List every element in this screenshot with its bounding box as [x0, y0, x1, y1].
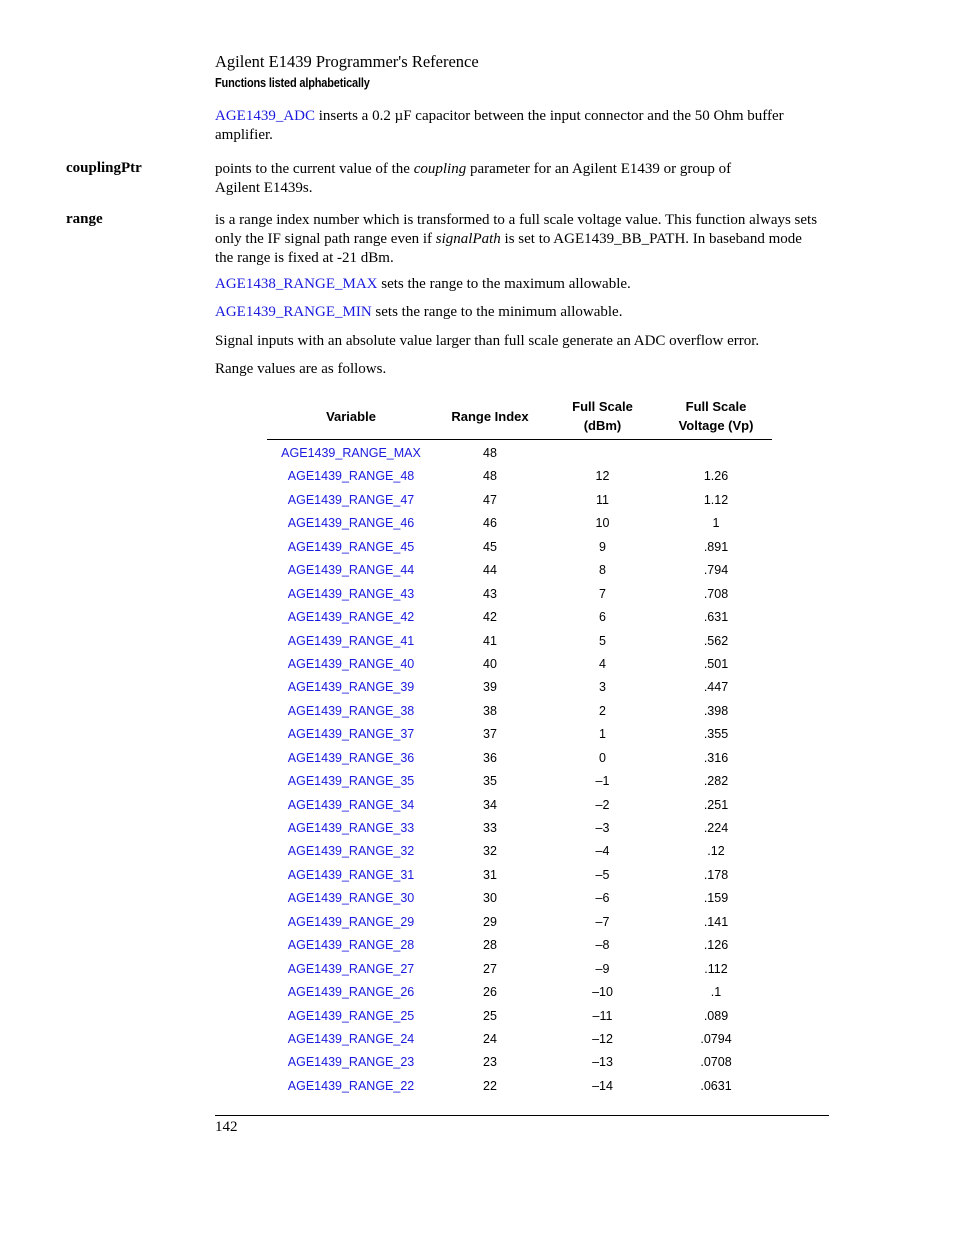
header-full-scale-vp: [660, 397, 772, 435]
cell-full-scale-dbm: 2: [599, 703, 606, 718]
cell-variable[interactable]: AGE1439_RANGE_MAX: [281, 446, 421, 460]
adc-text: inserts a 0.2 µF capacitor between the input connector and the 50 Ohm buffer amplifier.: [215, 108, 784, 143]
cell-variable[interactable]: AGE1439_RANGE_36: [287, 750, 415, 765]
coupling-text-a: points to the current value of the: [215, 161, 414, 177]
table-row: [267, 1028, 772, 1051]
cell-variable[interactable]: AGE1439_RANGE_48: [287, 469, 415, 484]
header-dbm-line2: (dBm): [583, 418, 622, 433]
cell-variable[interactable]: AGE1439_RANGE_23: [287, 1055, 415, 1070]
cell-range-index: 26: [483, 985, 497, 1000]
table-row: [267, 465, 772, 488]
cell-full-scale-dbm: 9: [599, 539, 606, 554]
cell-variable[interactable]: AGE1439_RANGE_44: [287, 563, 415, 578]
range-text-b: is set to AGE1439_BB_PATH. In baseband mode the range is fixed at -21 dBm.: [215, 231, 802, 266]
cell-variable[interactable]: AGE1439_RANGE_46: [287, 516, 415, 531]
range-text-a: is a range index number which is transformed to a full scale voltage value. This function always sets only the IF signal path range even if: [215, 212, 818, 247]
cell-full-scale-vp: .1: [710, 985, 722, 1000]
range-min-link[interactable]: AGE1439_RANGE_MIN: [215, 304, 372, 320]
table-row: [267, 1005, 772, 1028]
cell-range-index: 35: [483, 774, 497, 789]
cell-variable[interactable]: AGE1439_RANGE_42: [287, 610, 415, 625]
range-max-text: sets the range to the maximum allowable.: [377, 276, 631, 292]
cell-full-scale-dbm: –2: [595, 797, 610, 812]
page-number: 142: [215, 1119, 238, 1135]
cell-full-scale-dbm: 1: [599, 727, 606, 742]
table-row: [267, 817, 772, 840]
cell-variable[interactable]: AGE1439_RANGE_38: [287, 703, 415, 718]
cell-range-index: 30: [483, 891, 497, 906]
header-vp-line2: Voltage (Vp): [678, 418, 754, 433]
cell-variable[interactable]: AGE1439_RANGE_27: [287, 961, 415, 976]
table-row: [267, 723, 772, 746]
cell-range-index: 39: [483, 680, 497, 695]
page-header-title: Agilent E1439 Programmer's Reference: [215, 52, 479, 71]
cell-full-scale-dbm: –11: [592, 1008, 613, 1023]
cell-full-scale-dbm: –7: [595, 914, 610, 929]
cell-full-scale-dbm: –1: [595, 774, 610, 789]
cell-variable[interactable]: AGE1439_RANGE_47: [287, 492, 415, 507]
cell-full-scale-dbm: –6: [595, 891, 610, 906]
coupling-text-b: parameter for an Agilent E1439 or group of Agilent E1439s.: [215, 161, 732, 196]
range-min-paragraph: [215, 303, 820, 322]
cell-full-scale-vp: .12: [707, 844, 725, 859]
cell-range-index: 46: [483, 516, 497, 531]
cell-full-scale-dbm: –8: [595, 938, 610, 953]
header-variable: Variable: [326, 409, 376, 424]
cell-variable[interactable]: AGE1439_RANGE_37: [287, 727, 415, 742]
table-row: [267, 794, 772, 817]
cell-range-index: 29: [483, 914, 497, 929]
cell-variable[interactable]: AGE1439_RANGE_30: [287, 891, 415, 906]
header-full-scale-dbm: [545, 397, 660, 435]
cell-range-index: 40: [483, 656, 497, 671]
cell-variable[interactable]: AGE1439_RANGE_31: [287, 867, 415, 882]
cell-full-scale-vp: .794: [703, 563, 729, 578]
cell-full-scale-vp: .126: [703, 938, 729, 953]
cell-full-scale-vp: 1.26: [703, 469, 729, 484]
range-table: [267, 396, 772, 1098]
cell-variable[interactable]: AGE1439_RANGE_41: [287, 633, 415, 648]
coupling-term: couplingPtr: [66, 160, 142, 176]
cell-full-scale-dbm: –9: [595, 961, 610, 976]
cell-full-scale-vp: .355: [703, 727, 729, 742]
coupling-param: coupling: [413, 161, 467, 177]
cell-full-scale-vp: .631: [703, 610, 729, 625]
cell-full-scale-vp: .0631: [700, 1078, 732, 1093]
range-values-intro: Range values are as follows.: [215, 361, 387, 377]
cell-full-scale-vp: .0708: [700, 1055, 732, 1070]
cell-range-index: 44: [483, 563, 497, 578]
cell-full-scale-vp: .501: [703, 656, 729, 671]
cell-full-scale-vp: .112: [704, 961, 728, 976]
range-description: [215, 211, 820, 268]
cell-variable[interactable]: AGE1439_RANGE_33: [287, 821, 415, 835]
page-header-subtitle: Functions listed alphabetically: [215, 76, 370, 90]
cell-full-scale-vp: .447: [703, 680, 729, 695]
table-row: [267, 653, 772, 676]
cell-variable[interactable]: AGE1439_RANGE_34: [287, 797, 415, 812]
table-row: [267, 911, 772, 934]
cell-full-scale-vp: .251: [703, 797, 729, 812]
cell-full-scale-vp: .141: [703, 914, 729, 929]
cell-variable[interactable]: AGE1439_RANGE_35: [287, 774, 415, 789]
cell-full-scale-vp: .178: [703, 867, 729, 882]
cell-full-scale-vp: .089: [703, 1008, 729, 1023]
cell-full-scale-dbm: –4: [595, 844, 610, 859]
table-row: [267, 770, 772, 793]
cell-variable[interactable]: AGE1439_RANGE_29: [287, 914, 415, 929]
cell-full-scale-vp: .398: [703, 703, 729, 718]
table-row: [267, 676, 772, 699]
table-row: [267, 630, 772, 653]
coupling-description: [215, 160, 775, 198]
header-range-index: Range Index: [451, 409, 529, 424]
cell-full-scale-dbm: 4: [599, 656, 606, 671]
cell-variable[interactable]: AGE1439_RANGE_32: [287, 844, 415, 859]
range-max-paragraph: [215, 275, 820, 294]
cell-full-scale-dbm: 3: [599, 680, 606, 695]
cell-range-index: 47: [483, 492, 497, 507]
table-row: [267, 700, 772, 723]
table-row: [267, 559, 772, 582]
cell-range-index: 27: [483, 961, 497, 976]
cell-range-index: 23: [483, 1055, 497, 1070]
cell-full-scale-vp: .159: [703, 891, 729, 906]
table-row: [267, 747, 772, 770]
cell-full-scale-vp: .708: [703, 586, 729, 601]
cell-range-index: 38: [483, 703, 497, 718]
table-row: [267, 1051, 772, 1074]
cell-variable[interactable]: AGE1439_RANGE_43: [287, 586, 415, 601]
adc-paragraph: [215, 107, 820, 145]
adc-link[interactable]: AGE1439_ADC: [215, 108, 315, 124]
cell-variable[interactable]: AGE1439_RANGE_24: [287, 1031, 415, 1046]
cell-full-scale-dbm: –5: [595, 867, 610, 882]
cell-full-scale-dbm: –3: [595, 821, 610, 835]
range-table-header: [267, 396, 772, 440]
range-max-link[interactable]: AGE1438_RANGE_MAX: [215, 276, 378, 292]
footer-divider: [215, 1115, 829, 1116]
table-row: [267, 606, 772, 629]
cell-variable[interactable]: AGE1439_RANGE_40: [287, 656, 415, 671]
cell-range-index: 36: [483, 750, 497, 765]
cell-full-scale-dbm: 0: [599, 750, 606, 765]
table-row: [267, 489, 772, 512]
cell-full-scale-dbm: 6: [599, 610, 606, 625]
cell-full-scale-vp: .562: [703, 633, 729, 648]
cell-range-index: 22: [483, 1078, 497, 1093]
table-row: [267, 981, 772, 1004]
cell-range-index: 41: [483, 633, 497, 648]
cell-variable[interactable]: AGE1439_RANGE_45: [287, 539, 415, 554]
cell-range-index: 45: [483, 539, 497, 554]
table-row: [267, 583, 772, 606]
cell-range-index: 34: [483, 797, 497, 812]
cell-range-index: 48: [483, 446, 497, 460]
table-row: [267, 512, 772, 535]
cell-full-scale-dbm: 12: [595, 469, 610, 484]
cell-range-index: 24: [483, 1031, 497, 1046]
cell-variable[interactable]: AGE1439_RANGE_22: [287, 1078, 415, 1093]
cell-full-scale-dbm: 7: [599, 586, 606, 601]
cell-variable[interactable]: AGE1439_RANGE_25: [287, 1008, 415, 1023]
cell-full-scale-dbm: –13: [592, 1055, 613, 1070]
cell-full-scale-vp: .224: [703, 821, 729, 835]
cell-full-scale-dbm: –10: [592, 985, 613, 1000]
header-dbm-line1: Full Scale: [572, 399, 633, 414]
cell-full-scale-dbm: 5: [599, 633, 606, 648]
cell-range-index: 48: [483, 469, 497, 484]
range-signalpath: signalPath: [435, 231, 501, 247]
cell-full-scale-vp: 1.12: [703, 492, 729, 507]
cell-full-scale-vp: .282: [703, 774, 729, 789]
cell-range-index: 28: [483, 938, 497, 953]
range-table-body: [267, 440, 772, 1098]
cell-full-scale-vp: .316: [703, 750, 729, 765]
cell-full-scale-dbm: 11: [596, 492, 609, 507]
cell-full-scale-dbm: –12: [592, 1031, 613, 1046]
range-min-text: sets the range to the minimum allowable.: [371, 304, 623, 320]
table-row: [267, 958, 772, 981]
table-row: [267, 536, 772, 559]
table-row: [267, 1075, 772, 1098]
cell-variable[interactable]: AGE1439_RANGE_26: [287, 985, 415, 1000]
cell-full-scale-dbm: 10: [595, 516, 610, 531]
cell-variable[interactable]: AGE1439_RANGE_39: [287, 680, 415, 695]
table-row: [267, 934, 772, 957]
cell-variable[interactable]: AGE1439_RANGE_28: [287, 938, 415, 953]
cell-range-index: 33: [483, 821, 497, 835]
cell-full-scale-vp: .0794: [700, 1031, 732, 1046]
table-row: [267, 840, 772, 863]
table-row: [267, 887, 772, 910]
range-term: range: [66, 211, 103, 227]
cell-range-index: 32: [483, 844, 497, 859]
cell-full-scale-vp: .891: [703, 539, 729, 554]
table-row: [267, 864, 772, 887]
cell-range-index: 42: [483, 610, 497, 625]
cell-range-index: 37: [483, 727, 497, 742]
cell-range-index: 31: [483, 867, 497, 882]
cell-range-index: 43: [483, 586, 497, 601]
cell-range-index: 25: [483, 1008, 497, 1023]
table-row: [267, 442, 772, 465]
header-vp-line1: Full Scale: [685, 399, 747, 414]
overflow-paragraph: Signal inputs with an absolute value larger than full scale generate an ADC overflow error.: [215, 333, 760, 349]
cell-full-scale-vp: 1: [712, 516, 720, 531]
cell-full-scale-dbm: 8: [599, 563, 606, 578]
cell-full-scale-dbm: –14: [592, 1078, 613, 1093]
